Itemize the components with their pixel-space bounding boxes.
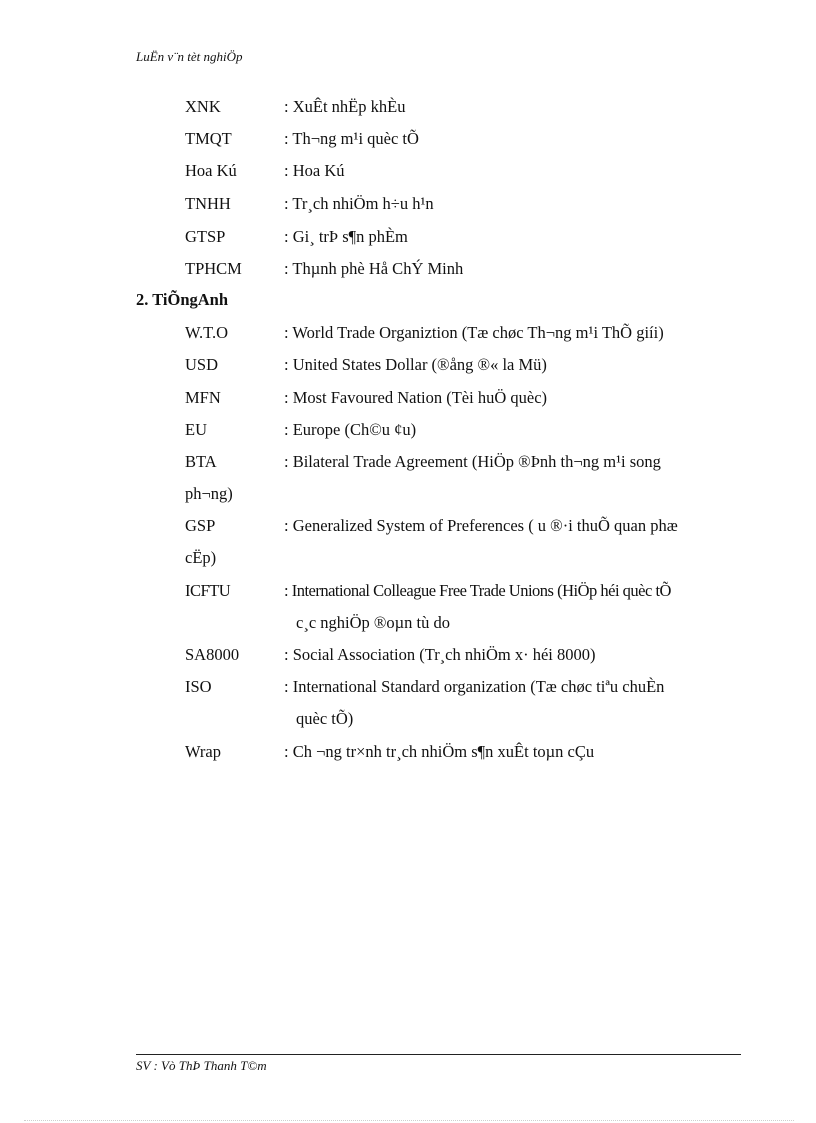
abbrev-definition: : Tr¸ch nhiÖm h÷u h¹n [284,194,434,213]
abbrev-term: BTA [185,452,217,471]
abbrev-definition: : XuÊt nhËp khÈu [284,97,406,116]
abbrev-term: XNK [185,97,221,116]
abbrev-term: Hoa Kú [185,161,237,180]
page-edge-divider [24,1120,794,1121]
running-footer: SV : Vò ThÞ Thanh T©m [136,1058,267,1073]
abbrev-term: TPHCM [185,259,242,278]
abbrev-definition: : Th¬ng m¹i quèc tÕ [284,129,419,148]
abbrev-definition: : International Colleague Free Trade Unions (HiÖp héi quèc tÕ [284,581,671,600]
abbrev-definition: : Hoa Kú [284,161,345,180]
abbrev-definition: : Bilateral Trade Agreement (HiÖp ®Þnh th¬ng m¹i song [284,452,661,471]
abbrev-definition: : United States Dollar (®ång ®« la Mü) [284,355,547,374]
abbrev-definition: : Social Association (Tr¸ch nhiÖm x· héi 8000) [284,645,596,664]
abbrev-definition-continuation: cËp) [185,548,217,567]
abbrev-term: GTSP [185,227,226,246]
abbrev-term: EU [185,420,207,439]
abbrev-definition-continuation: c¸c nghiÖp ®oµn tù do [296,613,451,632]
abbrev-definition: : Generalized System of Preferences ( u ®·i thuÕ quan phæ [284,516,678,535]
abbrev-term: ICFTU [185,581,231,600]
footer-divider [136,1054,741,1055]
running-header: LuËn v¨n tèt nghiÖp [136,49,243,64]
section-heading: 2. TiÕngAnh [136,290,229,309]
abbrev-definition: : Thµnh phè Hå ChÝ Minh [284,259,464,278]
abbrev-definition-continuation: quèc tÕ) [296,709,354,728]
abbrev-term: MFN [185,388,221,407]
abbrev-term: SA8000 [185,645,240,664]
abbrev-definition-continuation: ph¬ng) [185,484,233,503]
abbrev-definition: : International Standard organization (Tæ chøc tiªu chuÈn [284,677,665,696]
abbrev-definition: : Ch ¬ng tr×nh tr¸ch nhiÖm s¶n xuÊt toµn cÇu [284,742,595,761]
abbrev-term: USD [185,355,219,374]
abbrev-term: Wrap [185,742,221,761]
abbrev-definition: : World Trade Organiztion (Tæ chøc Th¬ng m¹i ThÕ giíi) [284,323,664,342]
abbrev-definition: : Gi¸ trÞ s¶n phÈm [284,227,408,246]
abbrev-term: W.T.O [185,323,229,342]
abbrev-term: ISO [185,677,212,696]
abbrev-term: GSP [185,516,216,535]
abbrev-definition: : Europe (Ch©u ¢u) [284,420,417,439]
abbrev-term: TNHH [185,194,231,213]
abbrev-term: TMQT [185,129,232,148]
abbrev-definition: : Most Favoured Nation (Tèi huÖ quèc) [284,388,548,407]
